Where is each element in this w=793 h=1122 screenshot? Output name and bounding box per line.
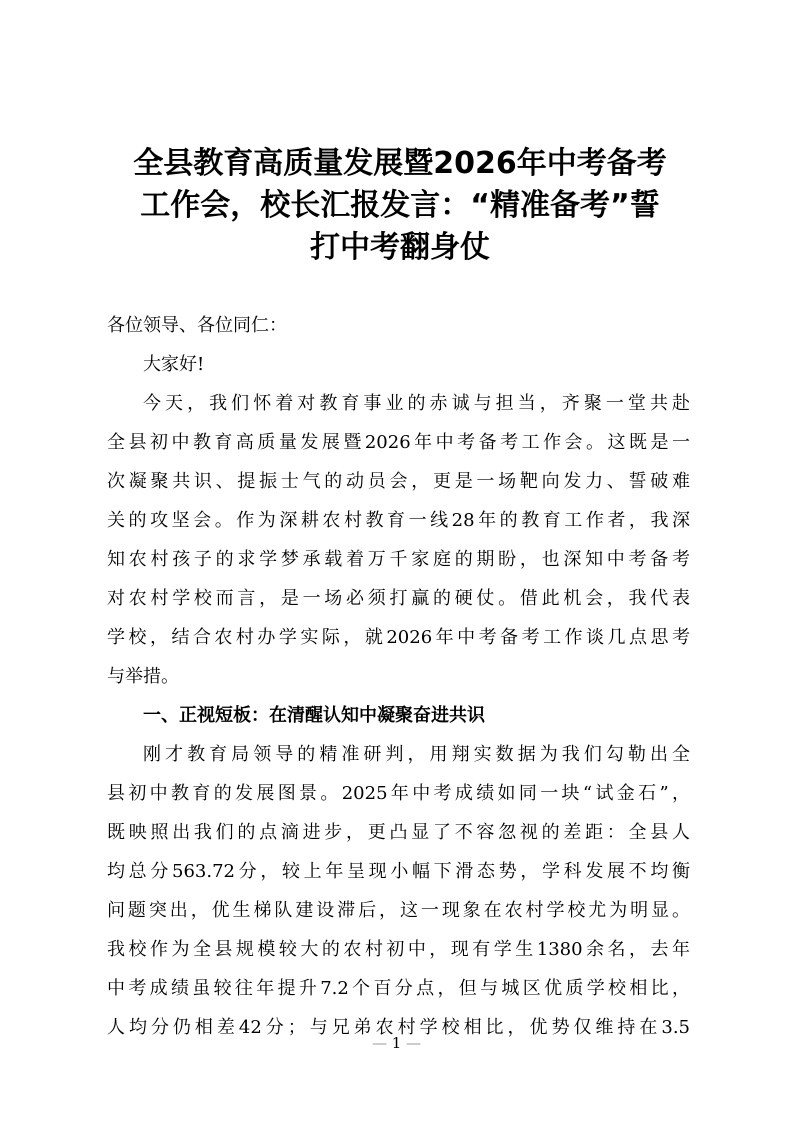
title-line-3: 打中考翻身仗 bbox=[310, 230, 490, 265]
paragraph-line: 我校作为全县规模较大的农村初中，现有学生1380余名，去年 bbox=[107, 939, 690, 960]
paragraph-line: 县初中教育的发展图景。2025年中考成绩如同一块“试金石”， bbox=[107, 783, 690, 804]
page-number: 1 bbox=[391, 1034, 402, 1052]
paragraph-1 bbox=[107, 384, 690, 696]
footer-dash-right: — bbox=[406, 1034, 422, 1052]
paragraph-line: 学校，结合农村办学实际，就2026年中考备考工作谈几点思考 bbox=[107, 627, 690, 648]
paragraph-line: 人均分仍相差42分；与兄弟农村学校相比，优势仅维持在3.5 bbox=[107, 1017, 690, 1038]
document-title bbox=[100, 143, 700, 269]
greeting: 大家好! bbox=[143, 354, 205, 375]
paragraph-line: 关的攻坚会。作为深耕农村教育一线28年的教育工作者，我深 bbox=[107, 510, 690, 531]
paragraph-line: 对农村学校而言，是一场必须打赢的硬仗。借此机会，我代表 bbox=[107, 588, 690, 609]
paragraph-line: 问题突出，优生梯队建设滞后，这一现象在农村学校尤为明显。 bbox=[107, 900, 690, 921]
paragraph-line: 均总分563.72分，较上年呈现小幅下滑态势，学科发展不均衡 bbox=[107, 861, 690, 882]
paragraph-2 bbox=[107, 735, 690, 1047]
paragraph-line: 与举措。 bbox=[107, 666, 179, 687]
paragraph-line: 知农村孩子的求学梦承载着万千家庭的期盼，也深知中考备考 bbox=[107, 549, 690, 570]
paragraph-line: 中考成绩虽较往年提升7.2个百分点，但与城区优质学校相比， bbox=[107, 978, 690, 999]
title-line-2: 工作会，校长汇报发言：“精准备考”誓 bbox=[140, 188, 660, 223]
paragraph-line: 刚才教育局领导的精准研判，用翔实数据为我们勾勒出全 bbox=[143, 744, 690, 765]
section-heading-1: 一、正视短板：在清醒认知中凝聚奋进共识 bbox=[143, 705, 485, 726]
paragraph-line: 次凝聚共识、提振士气的动员会，更是一场靶向发力、誓破难 bbox=[107, 471, 690, 492]
salutation: 各位领导、各位同仁： bbox=[107, 315, 287, 336]
paragraph-line: 既映照出我们的点滴进步，更凸显了不容忽视的差距：全县人 bbox=[107, 822, 690, 843]
page-footer bbox=[0, 1034, 793, 1052]
title-line-1: 全县教育高质量发展暨2026年中考备考 bbox=[133, 146, 667, 181]
document-body bbox=[107, 306, 690, 1047]
paragraph-line: 全县初中教育高质量发展暨2026年中考备考工作会。这既是一 bbox=[107, 432, 690, 453]
paragraph-line: 今天，我们怀着对教育事业的赤诚与担当，齐聚一堂共赴 bbox=[143, 393, 690, 414]
footer-dash-left: — bbox=[371, 1034, 387, 1052]
